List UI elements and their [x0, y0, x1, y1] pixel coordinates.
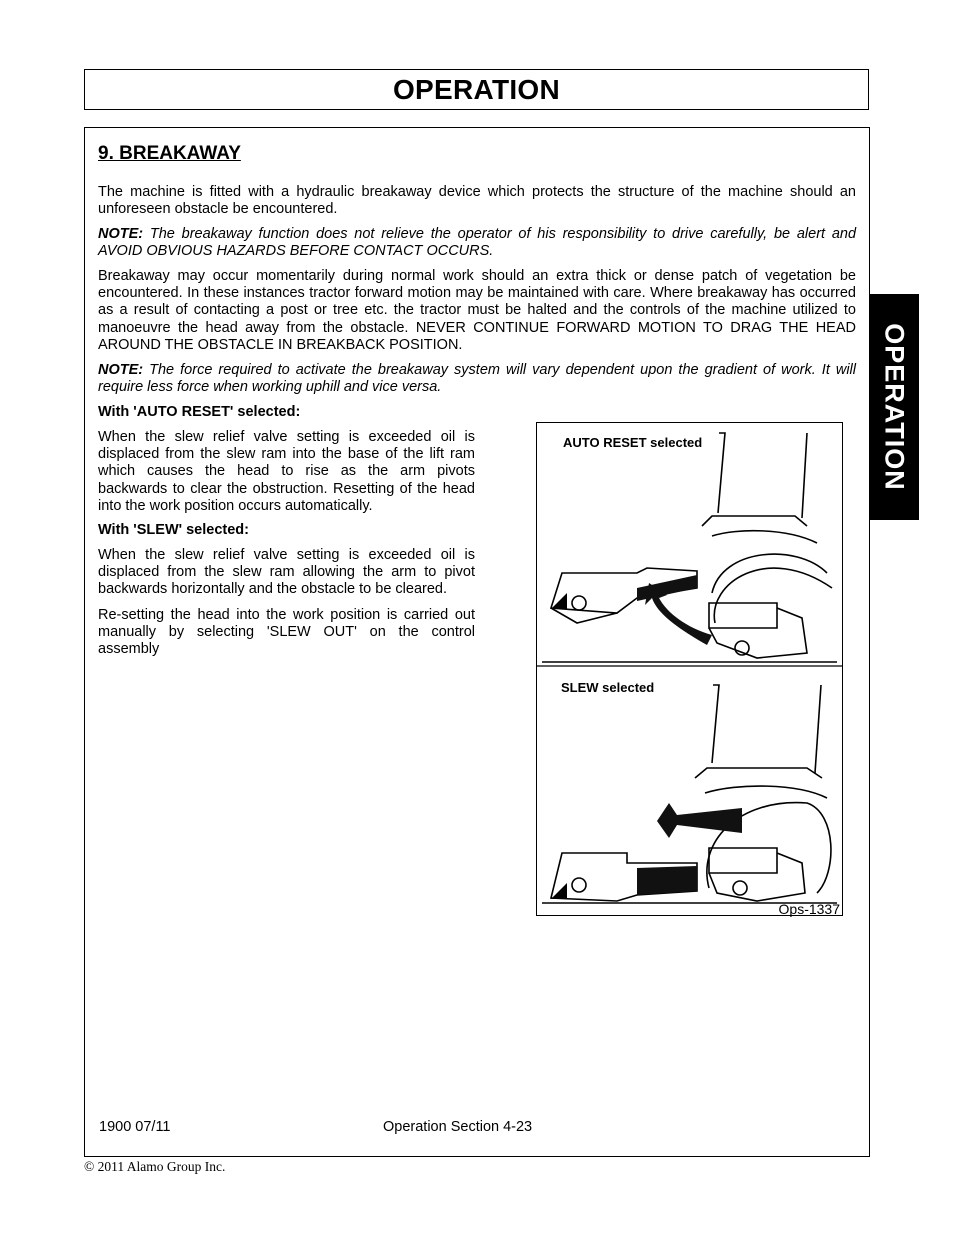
- slew-head-fill: [637, 866, 697, 895]
- auto-reset-arrow: [645, 583, 712, 645]
- auto-reset-heading: With 'AUTO RESET' selected:: [98, 404, 301, 420]
- footer-page-number: Operation Section 4-23: [383, 1119, 533, 1135]
- note-1: [98, 226, 856, 260]
- note-1-label: NOTE:: [98, 226, 144, 242]
- reset-paragraph: Re-setting the head into the work position is carried out manually by selecting 'SLEW OUT' on the control assembly: [98, 607, 475, 658]
- note-2-text: The force required to activate the breakaway system will vary dependent upon the gradient of work. It will require less force when working uphill and vice versa.: [98, 362, 857, 396]
- auto-reset-paragraph: When the slew relief valve setting is exceeded oil is displaced from the slew ram into the base of the lift ram which causes the head to rise as the arm pivots backwards to clear the obstruction. Resetting of the head into the work position occurs automatically.: [98, 429, 475, 514]
- breakaway-illustration: [537, 423, 842, 915]
- figure-code: Ops-1337: [778, 901, 840, 917]
- auto-reset-head-fill: [637, 575, 697, 601]
- note-2: [98, 362, 856, 396]
- slew-label: SLEW selected: [561, 680, 655, 695]
- breakaway-paragraph: Breakaway may occur momentarily during normal work should an extra thick or dense patch of vegetation be encountered. In these instances tractor forward motion may be maintained with care. Where breakaway has occurred as a result of contacting a post or tree etc. the tractor must be halted and the controls of the machine utilized to manoeuvre the head away from the obstacle. NEVER CONTINUE FORWARD MOTION TO DRAG THE HEAD AROUND THE OBSTACLE IN BREAKBACK POSITION.: [98, 268, 856, 353]
- note-1-text: The breakaway function does not relieve the operator of his responsibility to drive carefully, be alert and AVOID OBVIOUS HAZARDS BEFORE CONTACT OCCURS.: [98, 226, 857, 260]
- slew-arrow: [657, 803, 742, 838]
- footer-model-date: 1900 07/11: [99, 1119, 171, 1135]
- auto-reset-label: AUTO RESET selected: [563, 435, 703, 450]
- side-tab-label: OPERATION: [879, 323, 910, 491]
- breakaway-figure: [536, 422, 843, 916]
- intro-paragraph: The machine is fitted with a hydraulic breakaway device which protects the structure of the machine should an unforeseen obstacle be encountered.: [98, 184, 856, 218]
- page-header: [84, 69, 869, 110]
- header-title: OPERATION: [392, 73, 561, 105]
- note-2-label: NOTE:: [98, 362, 144, 378]
- slew-heading: With 'SLEW' selected:: [98, 522, 249, 538]
- slew-paragraph: When the slew relief valve setting is exceeded oil is displaced from the slew ram allowing the arm to pivot backwards horizontally and the obstacle to be cleared.: [98, 547, 475, 598]
- copyright: © 2011 Alamo Group Inc.: [84, 1159, 226, 1174]
- side-tab: [869, 294, 919, 520]
- section-title: 9. BREAKAWAY: [98, 143, 241, 164]
